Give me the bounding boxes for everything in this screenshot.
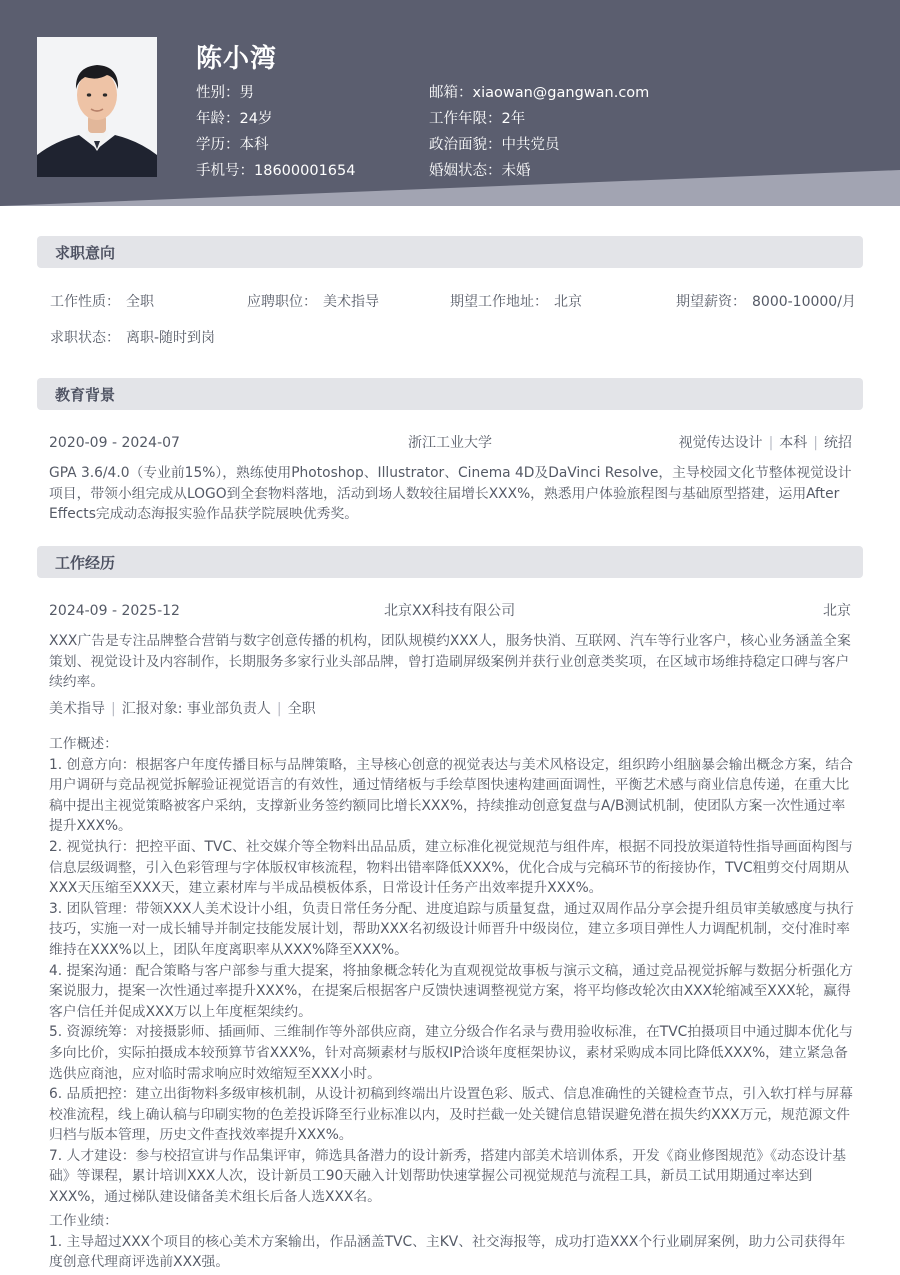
value: 美术指导 [323,294,379,310]
overview-title: 工作概述： [49,736,118,752]
label: 期望薪资： [676,294,746,310]
section-title: 教育背景 [55,386,116,404]
work-city: 北京 [823,603,851,619]
company-intro: XXX广告是专注品牌整合营销与数字创意传播的机构，团队规模约XXX人，服务快消、互联网、汽车等行业客户，核心业务涵盖全案策划、视觉设计及内容制作，长期服务多家行业头部品牌，曾打造刷屏级案例并获行业创意类奖项，在区域市场维持稳定口碑与客户续约率。 [49,633,851,691]
education-level-field: 学历：本科 [196,137,269,153]
work-years-field: 工作年限：2年 [429,111,526,127]
education-date: 2020-09 - 2024-07 [49,435,180,451]
phone-field: 手机号：18600001654 [196,163,356,179]
overview-item: 6. 品质把控：建立出街物料多级审核机制，从设计初稿到终端出片设置色彩、版式、信息准确性的关键检查节点，引入软打样与屏幕校准流程，线上确认稿与印刷实物的色差投诉降至行业标准以内，及时拦截一处关键信息错误避免潜在损失约XXX万元，规范源文件归档与版本管理，历史文件查找效率提升XXX%。 [49,1086,853,1144]
label: 应聘职位： [247,294,317,310]
overview-item: 4. 提案沟通：配合策略与客户部参与重大提案，将抽象概念转化为直观视觉故事板与演示文稿，通过竞品视觉拆解与数据分析强化方案说服力，提案一次性通过率提升XXX%，在提案后根据客户反馈快速调整视觉方案，将平均修改轮次由XXX轮缩减至XXX轮，赢得客户信任并促成XXX万以上年度框架续约。 [49,962,853,1020]
overview-item: 1. 创意方向：根据客户年度传播目标与品牌策略，主导核心创意的视觉表达与美术风格设定，组织跨小组脑暴会输出概念方案，结合用户调研与竞品视觉拆解验证视觉语言的有效性，通过情绪板与手绘草图快速构建画面调性，平衡艺术感与商业信息传递，在重大比稿中提出主视觉策略被客户采纳，支撑新业务签约额同比增长XXX%，持续推动创意复盘与A/B测试机制，使团队方案一次性通过率提升XXX%。 [49,756,853,835]
overview-item: 7. 人才建设：参与校招宣讲与作品集评审，筛选具备潜力的设计新秀，搭建内部美术培训体系，开发《商业修图规范》《动态设计基础》等课程，累计培训XXX人次，设计新员工90天融入计划帮助快速掌握公司视觉规范与流程工具，新员工试用期通过率达到XXX%，通过梯队建设储备美术组长后备人选XXX名。 [49,1147,847,1206]
section-header-work [37,546,863,578]
work-overview [49,734,855,1208]
value: 离职-随时到岗 [126,330,216,346]
section-title: 工作经历 [55,554,116,572]
intention-salary [676,292,856,312]
section-header-intention [37,236,863,268]
value: 北京 [554,294,582,310]
results-item: 1. 主导超过XXX个项目的核心美术方案输出，作品涵盖TVC、主KV、社交海报等，成功打造XXX个行业刷屏案例，助力公司获得年度创意代理商评选前XXX强。 [49,1233,846,1271]
divider: | [111,701,116,717]
education-description: GPA 3.6/4.0（专业前15%），熟练使用Photoshop、Illustrator、Cinema 4D及DaVinci Resolve，主导校园文化节整体视觉设计项目，带领小组完成从LOGO到全套物料落地，活动到场人数较往届增长XXX%，熟悉用户体验旅程图与基础原型搭建，运用After Effects完成动态海报实验作品获学院展映优秀奖。 [49,465,852,523]
political-status-field: 政治面貌：中共党员 [429,137,560,153]
work-role: 美术指导 [49,701,105,717]
intention-status [50,328,215,348]
label: 求职状态： [50,330,120,346]
overview-item: 5. 资源统筹：对接摄影师、插画师、三维制作等外部供应商，建立分级合作名录与费用验收标准，在TVC拍摄项目中通过脚本优化与多向比价，实际拍摄成本较预算节省XXX%，针对高频素材与版权IP洽谈年度框架协议，素材采购成本同比降低XXX%，建立紧急备选供应商池，应对临时需求响应时效缩短至XXX小时。 [49,1024,853,1082]
work-results [49,1211,855,1273]
divider: | [276,701,282,717]
results-title: 工作业绩： [49,1213,118,1229]
work-report: 汇报对象: 事业部负责人 [121,701,271,717]
value: 全职 [126,294,154,310]
overview-item: 3. 团队管理：带领XXX人美术设计小组，负责日常任务分配、进度追踪与质量复盘，通过双周作品分享会提升组员审美敏感度与执行技巧，实施一对一成长辅导并制定技能发展计划，帮助XXX名初级设计师晋升中级岗位，建立多项目弹性人力调配机制，交付准时率维持在XXX%以上，团队年度离职率从XXX%降至XXX%。 [49,900,854,958]
label: 工作性质： [50,294,120,310]
work-jobtype: 全职 [287,701,316,717]
education-meta [679,433,852,453]
avatar [37,37,157,177]
overview-item: 2. 视觉执行：把控平面、TVC、社交媒介等全物料出品品质，建立标准化视觉规范与组件库，根据不同投放渠道特性指导画面构图与信息层级调整，引入色彩管理与字体版权审核流程，物料出错率降低XXX%，优化合成与完稿环节的衔接协作，TVC粗剪交付周期从XXX天压缩至XXX天，建立素材库与半成品模板体系，日常设计任务产出效率提升XXX%。 [49,838,853,897]
marital-status-field: 婚姻状态：未婚 [429,163,531,179]
divider: | [768,435,774,451]
gender-field: 性别：男 [196,85,254,101]
work-date: 2024-09 - 2025-12 [49,603,180,619]
label: 期望工作地址： [450,294,548,310]
age-field: 年龄：24岁 [196,111,273,127]
divider: | [813,435,818,451]
education-degree: 本科 [779,435,808,451]
work-role-meta [49,699,316,719]
section-header-education [37,378,863,410]
intention-nature [50,292,154,312]
candidate-name: 陈小湾 [196,44,278,74]
education-major: 视觉传达设计 [678,435,763,451]
section-title: 求职意向 [55,244,116,262]
email-field: 邮箱：xiaowan@gangwan.com [429,85,650,101]
intention-location [450,292,582,312]
education-type: 统招 [824,435,852,451]
work-company: 北京XX科技有限公司 [384,603,516,619]
avatar-portrait-icon [37,37,157,177]
intention-position [247,292,379,312]
value: 8000-10000/月 [752,294,856,310]
education-school: 浙江工业大学 [408,435,492,451]
